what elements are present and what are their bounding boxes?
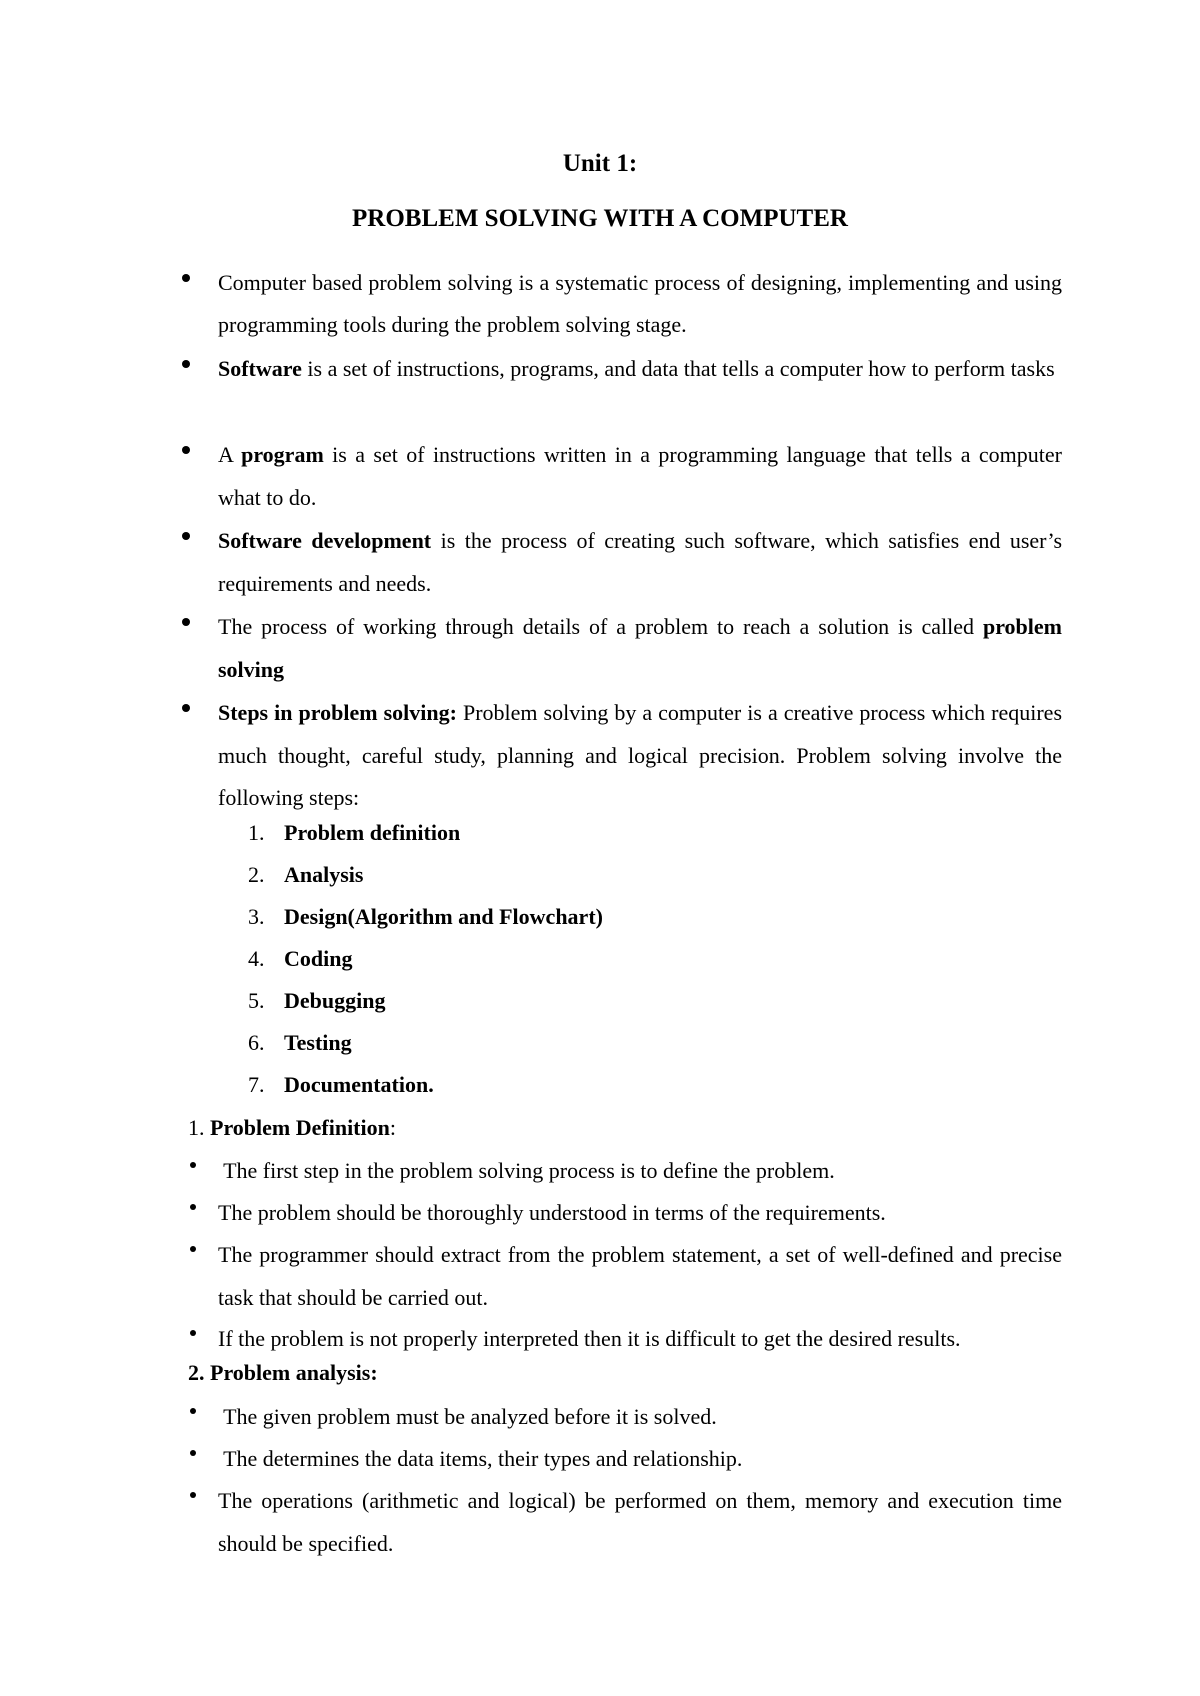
step-item: 2. Analysis <box>248 862 364 887</box>
list-item: The problem should be thoroughly understood in terms of the requirements. <box>188 1192 1062 1235</box>
step-item: 4. Coding <box>248 946 353 971</box>
bullet-icon <box>190 1330 196 1336</box>
bullet-icon <box>182 446 190 454</box>
bullet-icon <box>190 1162 196 1168</box>
step-item: 3. Design(Algorithm and Flowchart) <box>248 904 603 929</box>
list-item: The determines the data items, their types and relationship. <box>188 1438 1062 1481</box>
list-item: The first step in the problem solving process is to define the problem. <box>188 1150 1062 1193</box>
bullet-icon <box>190 1450 196 1456</box>
list-item: The programmer should extract from the problem statement, a set of well-defined and precise task that should be carried out. <box>188 1234 1062 1319</box>
list-item: Computer based problem solving is a systematic process of designing, implementing and using programming tools during the problem solving stage. <box>182 262 1062 346</box>
bullet-icon <box>190 1246 196 1252</box>
list-item: Software development is the process of creating such software, which satisfies end user’s requirements and needs. <box>182 520 1062 605</box>
section-heading: 1. Problem Definition: <box>188 1115 396 1140</box>
bullet-icon <box>182 532 190 540</box>
list-item: Software is a set of instructions, programs, and data that tells a computer how to perform tasks <box>182 348 1062 391</box>
step-item: 1. Problem definition <box>248 820 461 845</box>
bullet-icon <box>182 360 190 368</box>
list-item: The operations (arithmetic and logical) be performed on them, memory and execution time should be specified. <box>188 1480 1062 1565</box>
list-item: A program is a set of instructions written in a programming language that tells a computer what to do. <box>182 434 1062 519</box>
step-item: 5. Debugging <box>248 988 386 1013</box>
step-item: 7. Documentation. <box>248 1072 434 1097</box>
list-item: The given problem must be analyzed before it is solved. <box>188 1396 1062 1439</box>
bullet-icon <box>182 618 190 626</box>
unit-heading: Unit 1: <box>562 150 638 177</box>
bullet-icon <box>182 704 190 712</box>
list-item: If the problem is not properly interpreted then it is difficult to get the desired results. <box>188 1318 1062 1361</box>
list-item: The process of working through details of a problem to reach a solution is called problem solving <box>182 606 1062 691</box>
section-heading: 2. Problem analysis: <box>188 1360 378 1385</box>
bullet-icon <box>190 1408 196 1414</box>
bullet-icon <box>182 274 190 282</box>
list-item: Steps in problem solving: Problem solving by a computer is a creative process which requires much thought, careful study, planning and logical precision. Problem solving involve the following steps: <box>182 692 1062 820</box>
step-item: 6. Testing <box>248 1030 352 1055</box>
bullet-icon <box>190 1204 196 1210</box>
page-title: PROBLEM SOLVING WITH A COMPUTER <box>352 205 848 232</box>
bullet-icon <box>190 1492 196 1498</box>
